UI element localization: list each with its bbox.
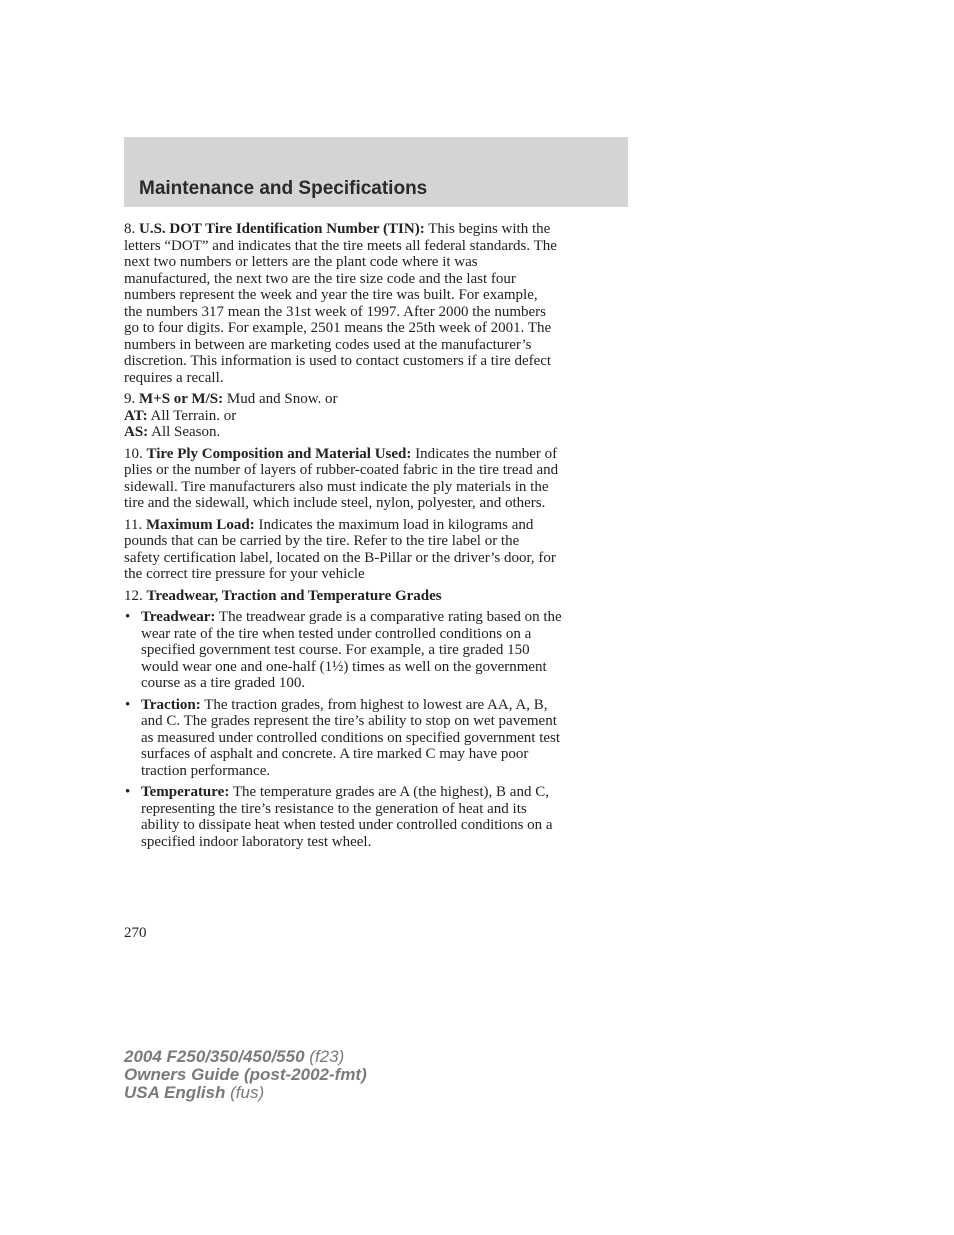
section-header-band (124, 137, 628, 207)
list-item-11: 11. Maximum Load: Indicates the maximum load in kilograms and pounds that can be carried by the tire. Refer to the tire label or the safety certification label, located on the B-Pillar or the driver’s door, for the correct tire pressure for your vehicle (124, 516, 556, 582)
list-item-9: 9. M+S or M/S: Mud and Snow. or AT: All Terrain. or AS: All Season. (124, 391, 338, 440)
item-number: 10. (124, 445, 143, 462)
bullet-icon: • (125, 609, 131, 625)
bullet-item-traction: • Traction: The traction grades, from highest to lowest are AA, A, B, and C. The grades represent the tire’s ability to stop on wet pavement as measured under controlled conditions on specified government test surfaces of asphalt and concrete. A tire marked C may have poor traction performance. (125, 696, 561, 779)
section-title: Maintenance and Specifications (139, 178, 428, 199)
list-item-8: 8. U.S. DOT Tire Identification Number (TIN): This begins with the letters “DOT” and indicates that the tire meets all federal standards. The next two numbers or letters are the plant code where it was manufactured, the next two are the tire size code and the last four numbers represent the week and year the tire was built. For example, the numbers 317 mean the 31st week of 1997. After 2000 the numbers go to four digits. For example, 2501 means the 25th week of 2001. The numbers in between are marketing codes used at the manufacturer’s discretion. This information is used to contact customers if a tire defect requires a recall. (124, 221, 557, 386)
item-term: Tire Ply Composition and Material Used: (146, 445, 412, 462)
item-term: Maximum Load: (145, 516, 255, 533)
item-number: 9. (124, 391, 136, 407)
footer-model-code: (f23) (309, 1047, 345, 1066)
document-footer (124, 1048, 367, 1102)
bullet-icon: • (125, 784, 131, 800)
bullet-item-temperature: • Temperature: The temperature grades are A (the highest), B and C, representing the tire’s resistance to the generation of heat and its ability to dissipate heat when tested under controlled conditions on a specified indoor laboratory test wheel. (125, 784, 553, 850)
bullet-icon: • (125, 696, 131, 713)
bullet-item-treadwear: • Treadwear: The treadwear grade is a comparative rating based on the wear rate of the tire when tested under controlled conditions on a specified government test course. For example, a tire graded 150 would wear one and one-half (1½) times as well on the government course as a tire graded 100. (125, 609, 562, 691)
item-term: AS: (124, 424, 149, 440)
item-term: AT: (124, 407, 148, 424)
page-number: 270 (124, 925, 147, 941)
footer-language: USA English (124, 1083, 226, 1102)
page-content (124, 221, 629, 855)
item-number: 11. (124, 516, 143, 533)
bullet-term: Temperature: (141, 784, 230, 800)
bullet-term: Treadwear: (141, 609, 216, 625)
item-term: M+S or M/S: (139, 391, 224, 407)
bullet-term: Traction: (141, 696, 201, 713)
item-number: 8. (124, 221, 136, 237)
item-term: Treadwear, Traction and Temperature Grades (146, 587, 442, 604)
item-term: U.S. DOT Tire Identification Number (TIN): (139, 221, 425, 237)
footer-model: 2004 F250/350/450/550 (124, 1047, 305, 1066)
footer-guide: Owners Guide (post-2002-fmt) (124, 1065, 367, 1084)
item-number: 12. (124, 587, 143, 604)
list-item-10: 10. Tire Ply Composition and Material Used: Indicates the number of plies or the number of layers of rubber-coated fabric in the tire tread and sidewall. Tire manufacturers also must indicate the ply materials in the tire and the sidewall, which include steel, nylon, polyester, and others. (124, 445, 559, 511)
footer-language-code: (fus) (230, 1083, 265, 1102)
list-item-12 (124, 588, 629, 605)
